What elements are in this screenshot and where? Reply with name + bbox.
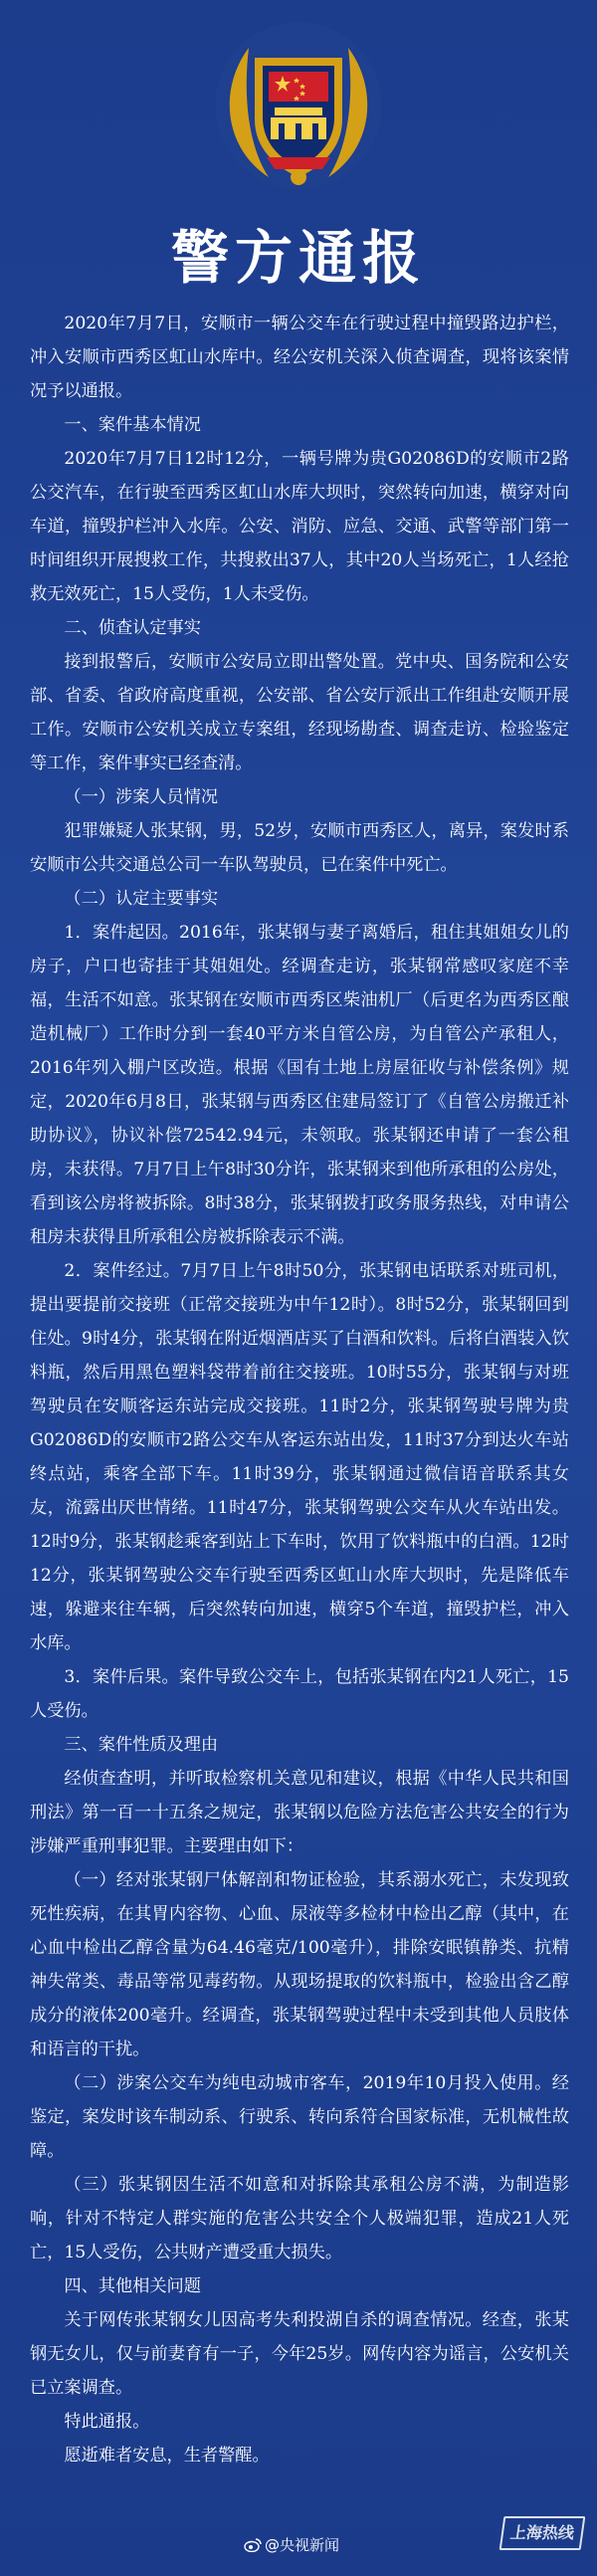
- emblem-area: [0, 0, 597, 199]
- closing-line: 愿逝难者安息，生者警醒。: [64, 2446, 270, 2466]
- paragraph: 2020年7月7日12时12分，一辆号牌为贵G02086D的安顺市2路公交汽车，在行驶至西秀区虹山水库大坝时，突然转向加速，横穿对向车道，撞毁护栏冲入水库。公安、消防、应急、交通、武警等部门第一时间组织开展搜救工作，共搜救出37人，其中20人当场死亡，1人经抢救无效死亡，15人受伤，1人未受伤。: [30, 449, 569, 604]
- intro-paragraph: 2020年7月7日，安顺市一辆公交车在行驶过程中撞毁路边护栏，冲入安顺市西秀区虹山水库中。经公安机关深入侦查调查，现将该案情况予以通报。: [30, 314, 569, 401]
- paragraph: 2．案件经过。7月7日上午8时50分，张某钢电话联系对班司机，提出要提前交接班（正常交接班为中午12时）。8时52分，张某钢回到住处。9时4分，张某钢在附近烟酒店买了白酒和饮料。后将白酒装入饮料瓶，然后用黑色塑料袋带着前往交接班。10时55分，张某钢与对班驾驶员在安顺客运东站完成交接班。11时2分，张某钢驾驶号牌为贵G02086D的安顺市2路公交车从客运东站出发，11时37分到达火车站终点站，乘客全部下车。11时39分，张某钢通过微信语音联系其女友，流露出厌世情绪。11时47分，张某钢驾驶公交车从火车站出发。12时9分，张某钢趁乘客到站上下车时，饮用了饮料瓶中的白酒。12时12分，张某钢驾驶公交车行驶至西秀区虹山水库大坝时，先是降低车速，躲避来往车辆，后突然转向加速，横穿5个车道，撞毁护栏，冲入水库。: [30, 1261, 569, 1653]
- page-title: 警方通报: [170, 224, 426, 292]
- subsection-heading: （二）认定主要事实: [64, 889, 219, 909]
- paragraph: 1．案件起因。2016年，张某钢与妻子离婚后，租住其姐姐女儿的房子，户口也寄挂于其姐姐处。经调查走访，张某钢常感叹家庭不幸福，生活不如意。张某钢在安顺市西秀区柴油机厂（后更名为西秀区酿造机械厂）工作时分到一套40平方米自管公房，为自管公产承租人，2016年列入棚户区改造。根据《国有土地上房屋征收与补偿条例》规定，2020年6月8日，张某钢与西秀区住建局签订了《自管公房搬迁补助协议》，协议补偿72542.94元，未领取。张某钢还申请了一套公租房，未获得。7月7日上午8时30分许，张某钢来到他所承租的公房处，看到该公房将被拆除。8时38分，张某钢拨打政务服务热线，对申请公租房未获得且所承租公房被拆除表示不满。: [30, 923, 569, 1247]
- closing-line: 特此通报。: [64, 2412, 150, 2432]
- paragraph: 3．案件后果。案件导致公交车上，包括张某钢在内21人死亡，15人受伤。: [30, 1667, 569, 1721]
- source-text: @央视新闻: [265, 2536, 340, 2554]
- section-heading: 一、案件基本情况: [64, 415, 201, 435]
- section-heading: 二、侦查认定事实: [64, 618, 201, 638]
- paragraph: 犯罪嫌疑人张某钢，男，52岁，安顺市西秀区人，离异，案发时系安顺市公共交通总公司一车队驾驶员，已在案件中死亡。: [30, 821, 569, 875]
- paragraph: （一）经对张某钢尸体解剖和物证检验，其系溺水死亡，未发现致死性疾病，在其胃内容物、心血、尿液等多检材中检出乙醇（其中，在心血中检出乙醇含量为64.46毫克/100毫升），排除安眠镇静类、抗精神失常类、毒品等常见毒药物。从现场提取的饮料瓶中，检验出含乙醇成分的液体200毫升。经调查，张某钢驾驶过程中未受到其他人员肢体和语言的干扰。: [30, 1870, 569, 2059]
- watermark-stamp: 上海热线: [499, 2516, 586, 2550]
- paragraph: 经侦查查明，并听取检察机关意见和建议，根据《中华人民共和国刑法》第一百一十五条之规定，张某钢以危险方法危害公共安全的行为涉嫌严重刑事犯罪。主要理由如下：: [30, 1769, 569, 1856]
- paragraph: （二）涉案公交车为纯电动城市客车，2019年10月投入使用。经鉴定，案发时该车制动系、行驶系、转向系符合国家标准，无机械性故障。: [30, 2073, 569, 2161]
- subsection-heading: （一）涉案人员情况: [64, 787, 219, 807]
- source-credit: [244, 2534, 339, 2555]
- paragraph: （三）张某钢因生活不如意和对拆除其承租公房不满，为制造影响，针对不特定人群实施的危害公共安全个人极端犯罪，造成21人死亡，15人受伤，公共财产遭受重大损失。: [30, 2175, 569, 2262]
- police-emblem-icon: [209, 18, 388, 197]
- notice-body: [30, 307, 569, 2472]
- weibo-icon: [244, 2538, 262, 2552]
- section-heading: 三、案件性质及理由: [64, 1735, 219, 1755]
- paragraph: 关于网传张某钢女儿因高考失利投湖自杀的调查情况。经查，张某钢无女儿，仅与前妻育有一子，今年25岁。网传内容为谣言，公安机关已立案调查。: [30, 2310, 569, 2398]
- paragraph: 接到报警后，安顺市公安局立即出警处置。党中央、国务院和公安部、省委、省政府高度重视，公安部、省公安厅派出工作组赴安顺开展工作。安顺市公安机关成立专案组，经现场勘查、调查走访、检验鉴定等工作，案件事实已经查清。: [30, 652, 569, 773]
- section-heading: 四、其他相关问题: [64, 2276, 201, 2296]
